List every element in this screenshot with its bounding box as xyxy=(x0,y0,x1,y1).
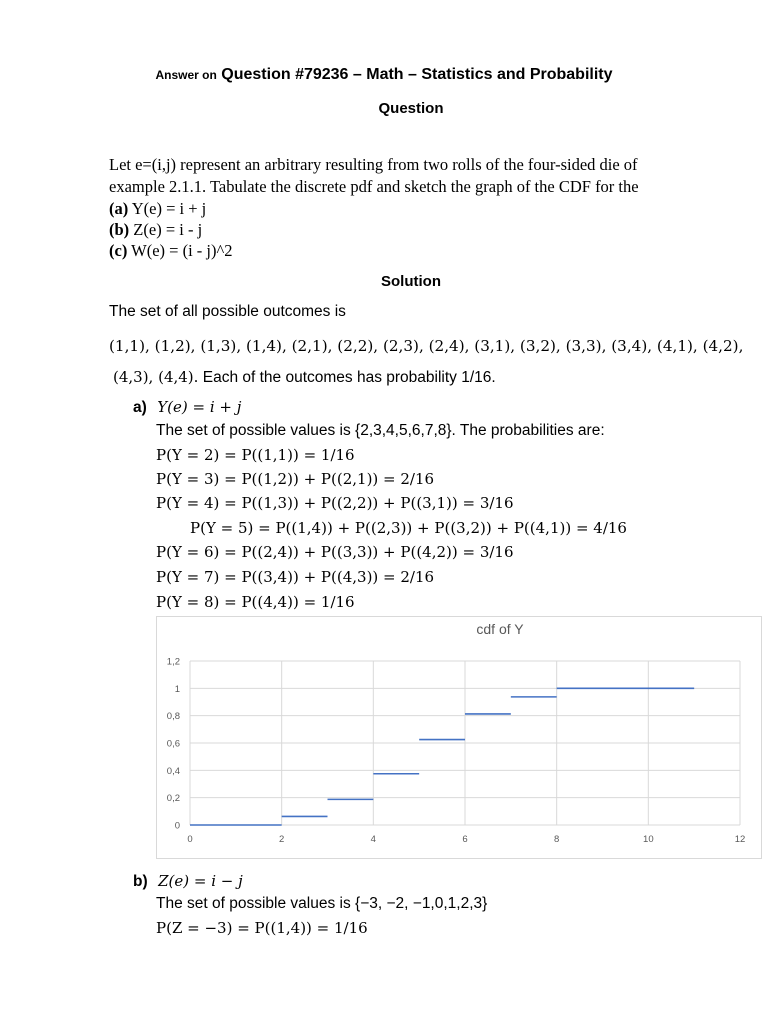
x-tick-label: 0 xyxy=(187,834,193,845)
part-a-label: a) xyxy=(133,399,147,416)
y-tick-label: 1 xyxy=(174,683,180,695)
item-text: Z(e) = i - j xyxy=(129,220,203,239)
solution-heading: Solution xyxy=(381,273,441,290)
x-tick-label: 4 xyxy=(370,834,376,845)
outcomes-probability-note: Each of the outcomes has probability 1/16. xyxy=(198,369,496,386)
y-tick-label: 0,6 xyxy=(166,738,180,750)
item-label: (b) xyxy=(109,220,130,239)
prob-line: P(Y = 7) = P((3,4)) + P((4,3)) = 2/16 xyxy=(156,568,435,586)
chart-title: cdf of Y xyxy=(476,621,524,637)
x-tick-label: 6 xyxy=(462,834,468,845)
x-tick-label: 2 xyxy=(279,834,285,845)
part-b-heading xyxy=(133,872,243,891)
y-tick-label: 0,8 xyxy=(166,711,180,723)
question-line-2: example 2.1.1. Tabulate the discrete pdf and sketch the graph of the CDF for the xyxy=(109,177,639,196)
part-b-values: The set of possible values is {−3, −2, −1,0,1,2,3} xyxy=(156,895,488,912)
question-line-1: Let e=(i,j) represent an arbitrary resulting from two rolls of the four-sided die of xyxy=(109,155,638,174)
prob-line: P(Y = 2) = P((1,1)) = 1/16 xyxy=(156,446,355,464)
item-text: Y(e) = i + j xyxy=(128,199,207,218)
question-item-c xyxy=(109,241,233,261)
outcomes-tail-set: (4,3), (4,4). xyxy=(113,368,199,386)
y-tick-label: 0,2 xyxy=(166,793,180,805)
y-tick-label: 0 xyxy=(174,820,180,832)
prob-line: P(Y = 4) = P((1,3)) + P((2,2)) + P((3,1)) = 3/16 xyxy=(156,494,514,512)
header-prefix: Answer on xyxy=(155,68,217,82)
prob-line: P(Z = −3) = P((1,4)) = 1/16 xyxy=(156,919,368,937)
question-item-a xyxy=(109,199,206,219)
outcomes-line-2 xyxy=(113,368,496,387)
item-label: (a) xyxy=(109,199,129,218)
prob-line: P(Y = 3) = P((1,2)) + P((2,1)) = 2/16 xyxy=(156,470,435,488)
x-tick-label: 12 xyxy=(734,834,746,845)
item-text: W(e) = (i - j)^2 xyxy=(127,241,233,260)
x-tick-label: 8 xyxy=(554,834,560,845)
solution-intro: The set of all possible outcomes is xyxy=(109,303,346,320)
header-title: Question #79236 – Math – Statistics and Probability xyxy=(221,66,613,83)
x-tick-label: 10 xyxy=(643,834,654,845)
question-heading: Question xyxy=(378,100,444,117)
outcomes-line-1: (1,1), (1,2), (1,3), (1,4), (2,1), (2,2), (2,3), (2,4), (3,1), (3,2), (3,3), (3,4), (4,1), (4,2), xyxy=(109,337,744,355)
prob-line: P(Y = 5) = P((1,4)) + P((2,3)) + P((3,2)) + P((4,1)) = 4/16 xyxy=(190,519,627,537)
document-header xyxy=(0,66,768,84)
cdf-chart-svg xyxy=(157,617,761,858)
y-tick-label: 0,4 xyxy=(166,765,180,777)
part-a-formula: Y(e) = i + j xyxy=(157,398,242,416)
prob-line: P(Y = 8) = P((4,4)) = 1/16 xyxy=(156,593,355,611)
part-b-label: b) xyxy=(133,873,148,890)
part-a-values: The set of possible values is {2,3,4,5,6,7,8}. The probabilities are: xyxy=(156,422,605,439)
prob-line: P(Y = 6) = P((2,4)) + P((3,3)) + P((4,2)) = 3/16 xyxy=(156,543,514,561)
y-tick-label: 1,2 xyxy=(166,656,180,668)
part-a-heading xyxy=(133,398,241,417)
item-label: (c) xyxy=(109,241,128,260)
question-item-b xyxy=(109,220,202,240)
part-b-formula: Z(e) = i − j xyxy=(158,872,243,890)
cdf-chart xyxy=(156,616,762,859)
